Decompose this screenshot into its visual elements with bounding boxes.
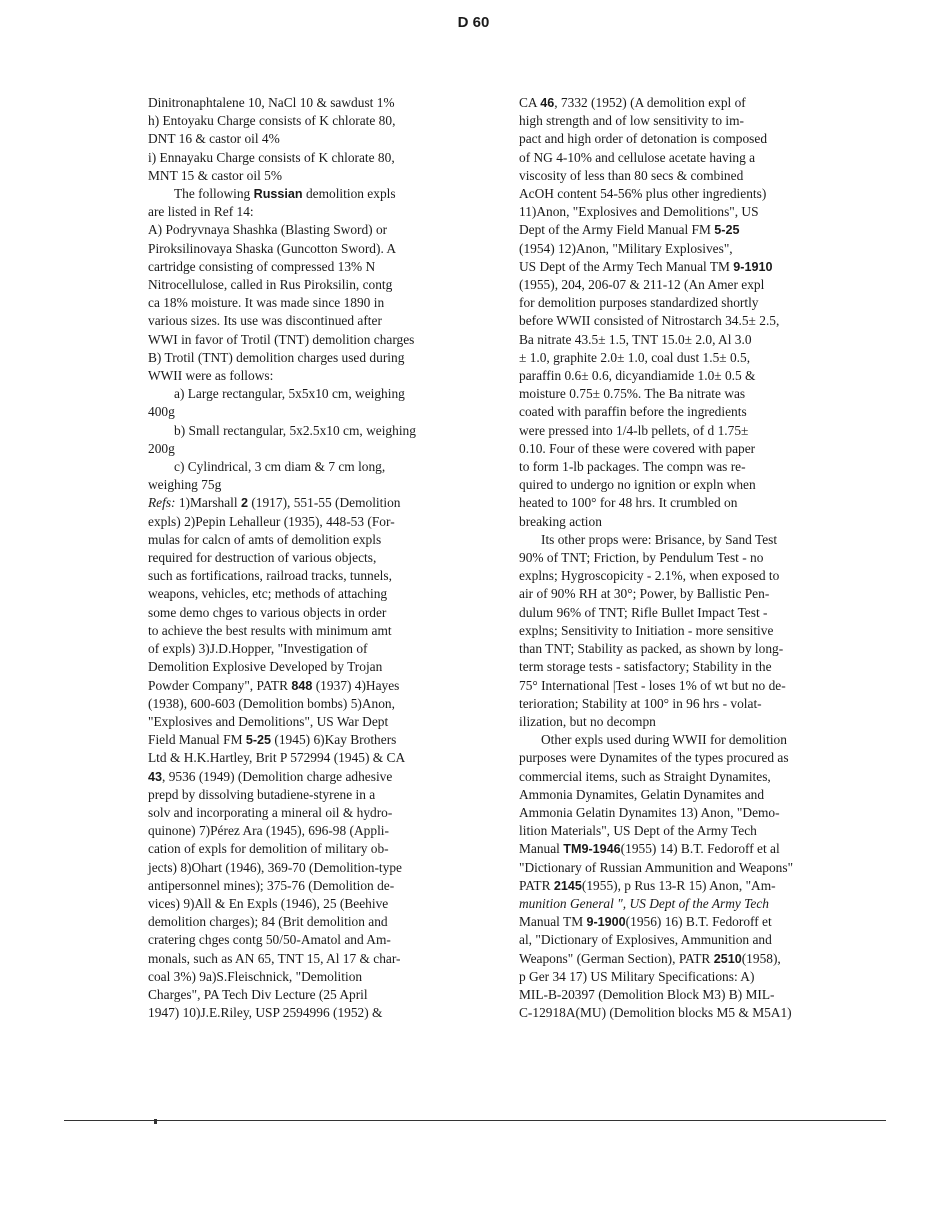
text-run: prepd by dissolving butadiene-styrene in a	[148, 786, 376, 802]
text-run: 90% of TNT; Friction, by Pendulum Test - no	[519, 550, 764, 566]
text-run: Manual	[519, 841, 564, 857]
text-run: mulas for calcn of amts of demolition expls	[148, 531, 382, 547]
text-line	[148, 950, 466, 968]
text-line	[519, 494, 849, 512]
text-line	[519, 804, 849, 822]
right-column	[519, 94, 849, 1022]
text-line	[148, 804, 466, 822]
bold-reference-number: 9-1910	[733, 259, 773, 274]
text-run: (1955), p Rus 13-R 15) Anon, "Am-	[581, 877, 776, 893]
text-run: p Ger 34 17) US Military Specifications: A)	[519, 968, 755, 984]
text-line	[519, 913, 849, 931]
text-line	[148, 221, 466, 239]
text-line	[519, 768, 849, 786]
text-line	[148, 258, 466, 276]
text-run: (1954) 12)Anon, "Military Explosives",	[519, 240, 733, 256]
text-line	[148, 768, 466, 786]
text-run: B) Trotil (TNT) demolition charges used during	[148, 349, 405, 365]
text-line	[148, 859, 466, 877]
text-run: quired to undergo no ignition or expln when	[519, 477, 756, 493]
text-run: cation of expls for demolition of military ob-	[148, 841, 389, 857]
text-line	[519, 513, 849, 531]
text-run: WWI in favor of Trotil (TNT) demolition charges	[148, 331, 415, 347]
text-run: solv and incorporating a mineral oil & hydro-	[148, 804, 393, 820]
text-line	[519, 622, 849, 640]
text-line	[148, 276, 466, 294]
bold-reference-number: 9-1900	[586, 915, 626, 930]
text-run: air of 90% RH at 30°; Power, by Ballistic Pen-	[519, 586, 770, 602]
text-run: "Dictionary of Russian Ammunition and Weapons"	[519, 859, 794, 875]
text-line	[148, 367, 466, 385]
bold-reference-number: 2145	[553, 878, 582, 893]
text-line	[519, 822, 849, 840]
text-line	[148, 749, 466, 767]
text-run: some demo chges to various objects in order	[148, 604, 387, 620]
text-line	[519, 895, 849, 913]
text-run: heated to 100° for 48 hrs. It crumbled on	[519, 495, 738, 511]
text-line	[148, 513, 466, 531]
text-run: 11)Anon, "Explosives and Demolitions", US	[519, 204, 759, 220]
bold-reference-number: TM9-1946	[563, 842, 621, 857]
bold-reference-number: Russian	[253, 187, 303, 202]
text-line	[148, 931, 466, 949]
text-run: high strength and of low sensitivity to im-	[519, 113, 745, 129]
text-run: The following	[174, 186, 254, 202]
text-line	[148, 695, 466, 713]
text-line	[148, 840, 466, 858]
bold-reference-number: 5-25	[245, 733, 272, 748]
text-run: cratering chges contg 50/50-Amatol and Am-	[148, 932, 391, 948]
text-line	[148, 585, 466, 603]
text-line	[519, 203, 849, 221]
text-run: 1947) 10)J.E.Riley, USP 2594996 (1952) &	[148, 1005, 383, 1021]
text-line	[519, 258, 849, 276]
text-run: 75° International |Test - loses 1% of wt but no de-	[519, 677, 786, 693]
text-run: (1955), 204, 206-07 & 211-12 (An Amer expl	[519, 277, 765, 293]
text-run: Other expls used during WWII for demolition	[541, 732, 787, 748]
text-run: munition General ", US Dept of the Army Tech	[519, 895, 769, 911]
text-line	[148, 167, 466, 185]
text-run: ca 18% moisture. It was made since 1890 in	[148, 295, 385, 311]
text-line	[148, 94, 466, 112]
text-line	[519, 294, 849, 312]
text-run: h) Entoyaku Charge consists of K chlorate 80,	[148, 113, 396, 129]
text-run: ilization, but no decompn	[519, 713, 656, 729]
text-line	[148, 476, 466, 494]
text-run: Charges", PA Tech Div Lecture (25 April	[148, 986, 368, 1002]
text-run: Its other props were: Brisance, by Sand Test	[541, 531, 778, 547]
footer-rule-tick	[154, 1119, 157, 1124]
text-run: to form 1-lb packages. The compn was re-	[519, 459, 746, 475]
text-line	[148, 731, 466, 749]
text-run: before WWII consisted of Nitrostarch 34.5± 2.5,	[519, 313, 780, 329]
text-run: MIL-B-20397 (Demolition Block M3) B) MIL-	[519, 986, 775, 1002]
text-run: i) Ennayaku Charge consists of K chlorate 80,	[148, 149, 395, 165]
text-line	[148, 312, 466, 330]
text-line	[148, 422, 466, 440]
page-number: D 60	[457, 14, 490, 31]
text-run: than TNT; Stability as packed, as shown by long-	[519, 641, 784, 657]
text-run: of NG 4-10% and cellulose acetate having a	[519, 149, 756, 165]
text-line	[519, 349, 849, 367]
text-line	[519, 549, 849, 567]
text-run: A) Podryvnaya Shashka (Blasting Sword) or	[148, 222, 388, 238]
text-line	[148, 385, 466, 403]
text-run: purposes were Dynamites of the types procured as	[519, 750, 789, 766]
text-run: explns; Hygroscopicity - 2.1%, when exposed to	[519, 568, 780, 584]
text-line	[148, 895, 466, 913]
text-run: 0.10. Four of these were covered with paper	[519, 440, 756, 456]
text-run: (1958),	[741, 950, 781, 966]
bold-reference-number: 46	[540, 96, 555, 110]
text-run: antipersonnel mines); 375-76 (Demolition de-	[148, 877, 395, 893]
text-run: paraffin 0.6± 0.6, dicyandiamide 1.0± 0.5 &	[519, 368, 756, 384]
text-line	[519, 385, 849, 403]
text-run: various sizes. Its use was discontinued after	[148, 313, 382, 329]
text-run: c) Cylindrical, 3 cm diam & 7 cm long,	[174, 459, 386, 475]
text-run: CA	[519, 95, 541, 110]
text-run: (1956) 16) B.T. Fedoroff et	[625, 914, 772, 930]
text-line	[519, 458, 849, 476]
text-run: are listed in Ref 14:	[148, 204, 254, 220]
text-line	[519, 422, 849, 440]
footer-rule	[64, 1120, 886, 1121]
text-run: such as fortifications, railroad tracks, tunnels,	[148, 568, 392, 584]
text-line	[519, 640, 849, 658]
text-line	[148, 403, 466, 421]
text-line	[519, 840, 849, 858]
text-run: (1937) 4)Hayes	[312, 677, 400, 693]
text-run: Manual TM	[519, 914, 587, 930]
text-run: to achieve the best results with minimum amt	[148, 622, 392, 638]
text-run: b) Small rectangular, 5x2.5x10 cm, weighing	[174, 422, 416, 438]
text-line	[519, 585, 849, 603]
text-line	[519, 440, 849, 458]
text-line	[519, 221, 849, 239]
text-run: Powder Company", PATR	[148, 677, 292, 693]
text-run: demolition expls	[302, 186, 396, 202]
text-line	[148, 877, 466, 895]
text-line	[519, 312, 849, 330]
bold-reference-number: 2510	[713, 951, 742, 966]
text-line	[148, 130, 466, 148]
text-line	[148, 149, 466, 167]
text-run: 200g	[148, 440, 175, 456]
text-line	[519, 185, 849, 203]
text-line	[148, 440, 466, 458]
text-run: terioration; Stability at 100° in 96 hrs - volat-	[519, 695, 762, 711]
text-line	[519, 403, 849, 421]
text-line	[148, 185, 466, 203]
text-run: coal 3%) 9a)S.Fleischnick, "Demolition	[148, 968, 363, 984]
text-line	[148, 567, 466, 585]
text-run: Field Manual FM	[148, 732, 246, 748]
text-line	[519, 968, 849, 986]
text-run: ± 1.0, graphite 2.0± 1.0, coal dust 1.5± 0.5,	[519, 349, 751, 365]
text-line	[148, 458, 466, 476]
text-run: were pressed into 1/4-lb pellets, of d 1.75±	[519, 422, 749, 438]
text-run: moisture 0.75± 0.75%. The Ba nitrate was	[519, 386, 746, 402]
text-line	[519, 94, 849, 112]
text-line	[519, 986, 849, 1004]
text-run: cartridge consisting of compressed 13% N	[148, 258, 376, 274]
text-line	[148, 112, 466, 130]
text-line	[519, 749, 849, 767]
text-run: Nitrocellulose, called in Rus Piroksilin, contg	[148, 277, 393, 293]
text-run: commercial items, such as Straight Dynamites,	[519, 768, 771, 784]
text-line	[519, 276, 849, 294]
text-run: (1938), 600-603 (Demolition bombs) 5)Anon,	[148, 695, 395, 711]
text-line	[519, 877, 849, 895]
text-line	[519, 149, 849, 167]
text-line	[519, 1004, 849, 1022]
text-line	[519, 658, 849, 676]
text-run: weighing 75g	[148, 477, 222, 493]
text-line	[519, 677, 849, 695]
bold-reference-number: 2	[240, 496, 248, 511]
text-run: (1955) 14) B.T. Fedoroff et al	[620, 841, 780, 857]
bold-reference-number: 848	[291, 678, 313, 693]
text-run: 400g	[148, 404, 175, 420]
text-run: WWII were as follows:	[148, 368, 274, 384]
text-line	[148, 986, 466, 1004]
text-line	[148, 968, 466, 986]
bold-reference-number: 43	[148, 769, 163, 784]
text-line	[148, 786, 466, 804]
text-run: explns; Sensitivity to Initiation - more sensitive	[519, 622, 774, 638]
text-run: jects) 8)Ohart (1946), 369-70 (Demolition-type	[148, 859, 402, 875]
text-run: Ba nitrate 43.5± 1.5, TNT 15.0± 2.0, Al 3.0	[519, 331, 752, 347]
text-line	[519, 167, 849, 185]
text-run: Piroksilinovaya Shaska (Guncotton Sword). A	[148, 240, 397, 256]
text-run: al, "Dictionary of Explosives, Ammunition and	[519, 932, 772, 948]
text-run: coated with paraffin before the ingredients	[519, 404, 747, 420]
text-run: US Dept of the Army Tech Manual TM	[519, 258, 734, 274]
text-run: demolition charges); 84 (Brit demolition and	[148, 914, 388, 930]
text-line	[148, 913, 466, 931]
text-run: lition Materials", US Dept of the Army Tech	[519, 823, 757, 839]
text-run: PATR	[519, 877, 554, 893]
text-run: MNT 15 & castor oil 5%	[148, 167, 283, 183]
text-run: dulum 96% of TNT; Rifle Bullet Impact Test -	[519, 604, 768, 620]
text-run: Dept of the Army Field Manual FM	[519, 222, 715, 238]
text-line	[148, 1004, 466, 1022]
text-run: C-12918A(MU) (Demolition blocks M5 & M5A1)	[519, 1005, 792, 1021]
text-line	[519, 367, 849, 385]
text-run: viscosity of less than 80 secs & combined	[519, 167, 744, 183]
text-run: expls) 2)Pepin Lehalleur (1935), 448-53 (For-	[148, 513, 395, 529]
text-run: Ammonia Dynamites, Gelatin Dynamites and	[519, 786, 765, 802]
text-run: term storage tests - satisfactory; Stability in the	[519, 659, 772, 675]
text-line	[148, 622, 466, 640]
text-run: pact and high order of detonation is composed	[519, 131, 768, 147]
text-run: vices) 9)All & En Expls (1946), 25 (Beehive	[148, 895, 389, 911]
text-line	[519, 331, 849, 349]
text-line	[519, 695, 849, 713]
text-run: Demolition Explosive Developed by Trojan	[148, 659, 383, 675]
text-line	[519, 604, 849, 622]
text-line	[148, 349, 466, 367]
text-line	[519, 531, 849, 549]
text-run: Ltd & H.K.Hartley, Brit P 572994 (1945) & CA	[148, 750, 406, 766]
text-line	[148, 494, 466, 512]
text-run: Ammonia Gelatin Dynamites 13) Anon, "Demo-	[519, 804, 780, 820]
text-line	[519, 130, 849, 148]
text-run: , 9536 (1949) (Demolition charge adhesive	[162, 768, 393, 784]
text-line	[148, 294, 466, 312]
text-line	[148, 240, 466, 258]
text-run: quinone) 7)Pérez Ara (1945), 696-98 (Appli-	[148, 823, 389, 839]
text-run: Dinitronaphtalene 10, NaCl 10 & sawdust 1%	[148, 95, 395, 110]
text-run: a) Large rectangular, 5x5x10 cm, weighing	[174, 386, 405, 402]
text-line	[148, 531, 466, 549]
bold-reference-number: 5-25	[714, 223, 740, 238]
text-run: (1917), 551-55 (Demolition	[247, 495, 401, 511]
left-column	[148, 94, 466, 1022]
text-line	[519, 476, 849, 494]
text-run: required for destruction of various objects,	[148, 550, 377, 566]
text-run: Weapons" (German Section), PATR	[519, 950, 714, 966]
text-line	[519, 786, 849, 804]
text-run: monals, such as AN 65, TNT 15, Al 17 & char-	[148, 950, 401, 966]
text-line	[148, 713, 466, 731]
text-line	[519, 931, 849, 949]
text-run: , 7332 (1952) (A demolition expl of	[554, 95, 746, 110]
text-run: 1)Marshall	[175, 495, 241, 511]
text-line	[148, 331, 466, 349]
text-run: AcOH content 54-56% plus other ingredients)	[519, 186, 767, 202]
text-run: "Explosives and Demolitions", US War Dept	[148, 713, 389, 729]
text-line	[148, 677, 466, 695]
text-line	[148, 549, 466, 567]
text-line	[519, 112, 849, 130]
text-run: of expls) 3)J.D.Hopper, "Investigation of	[148, 641, 368, 657]
text-line	[519, 950, 849, 968]
text-line	[519, 731, 849, 749]
text-run: for demolition purposes standardized shortly	[519, 295, 759, 311]
text-line	[519, 713, 849, 731]
text-line	[148, 640, 466, 658]
text-run: weapons, vehicles, etc; methods of attaching	[148, 586, 388, 602]
text-run: breaking action	[519, 513, 602, 529]
text-line	[148, 604, 466, 622]
text-line	[519, 240, 849, 258]
text-line	[148, 658, 466, 676]
text-line	[519, 567, 849, 585]
text-line	[148, 822, 466, 840]
text-line	[148, 203, 466, 221]
italic-label: Refs:	[148, 495, 176, 511]
text-run: DNT 16 & castor oil 4%	[148, 131, 280, 147]
text-run: (1945) 6)Kay Brothers	[271, 732, 397, 748]
text-line	[519, 859, 849, 877]
